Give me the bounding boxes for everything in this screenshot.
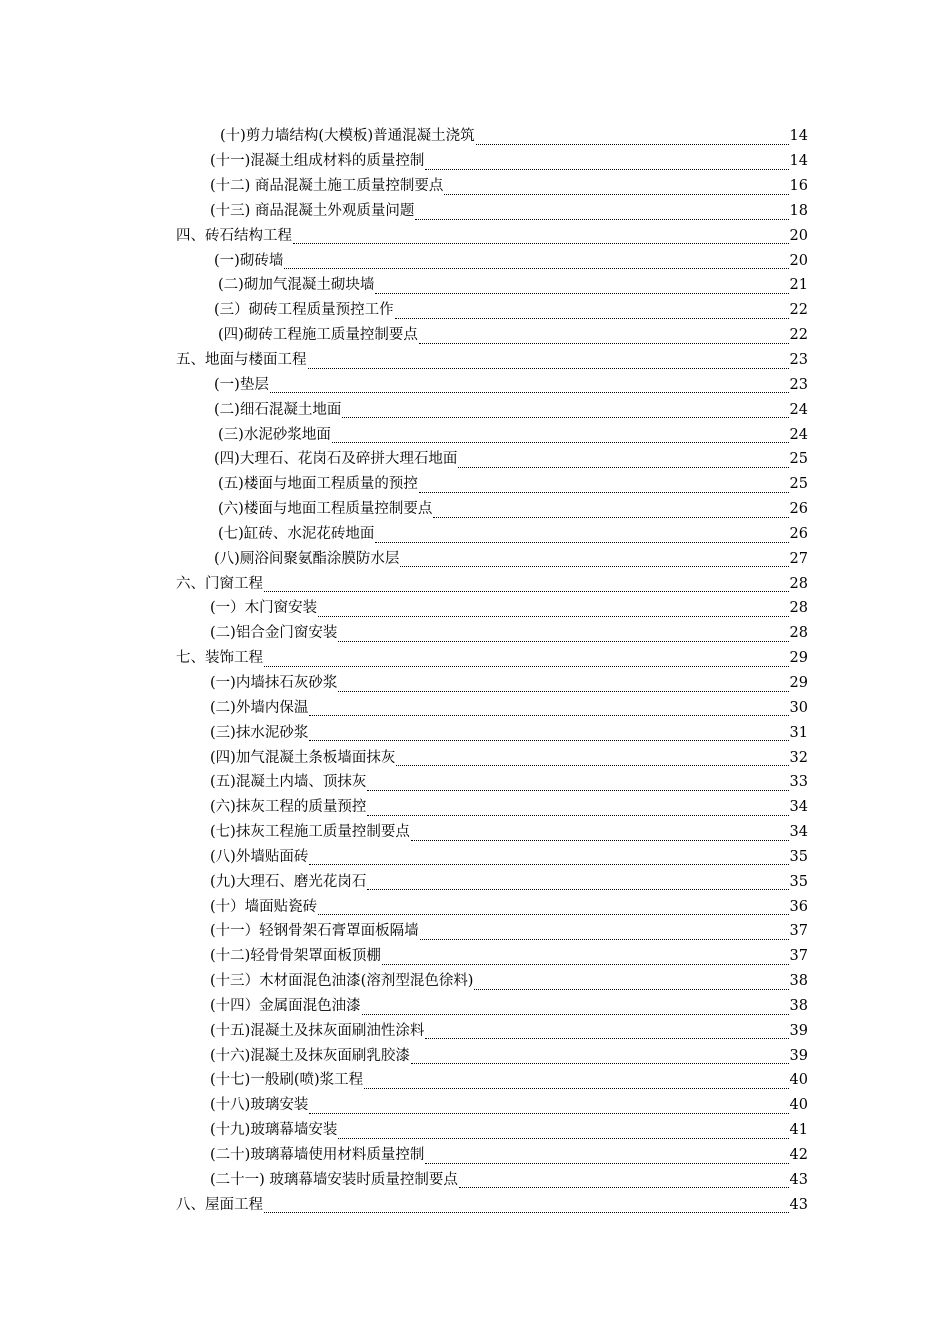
toc-entry[interactable] — [0, 621, 950, 646]
toc-dot-leader — [400, 560, 805, 567]
toc-entry-title: (十九)玻璃幕墙安装 — [210, 1122, 338, 1139]
toc-entry[interactable] — [0, 149, 950, 174]
toc-entry[interactable] — [0, 273, 950, 298]
toc-entry-title: 六、门窗工程 — [176, 575, 263, 592]
toc-entry-page-number: 28 — [789, 625, 808, 642]
toc-entry[interactable] — [0, 1043, 950, 1068]
toc-entry-page-number: 29 — [789, 674, 808, 691]
toc-entry-title: (二)铝合金门窗安装 — [210, 625, 338, 642]
toc-dot-leader — [375, 536, 805, 543]
toc-entry-title: (十)剪力墙结构(大模板)普通混凝土浇筑 — [220, 128, 475, 145]
toc-entry[interactable] — [0, 944, 950, 969]
toc-entry[interactable] — [0, 422, 950, 447]
toc-dot-leader — [293, 237, 805, 244]
toc-entry[interactable] — [0, 248, 950, 273]
toc-entry-title: (七)缸砖、水泥花砖地面 — [218, 525, 375, 542]
toc-entry-page-number: 22 — [789, 327, 808, 344]
toc-entry-title: (八)厕浴间聚氨酯涂膜防水层 — [214, 550, 400, 567]
toc-dot-leader — [367, 784, 805, 791]
toc-dot-leader — [425, 1032, 805, 1039]
toc-dot-leader — [270, 386, 805, 393]
toc-dot-leader — [264, 660, 805, 667]
toc-entry-page-number: 25 — [789, 451, 808, 468]
toc-entry-page-number: 39 — [789, 1047, 808, 1064]
toc-entry-page-number: 26 — [789, 501, 808, 518]
toc-entry-page-number: 34 — [789, 824, 808, 841]
toc-entry-page-number: 38 — [789, 973, 808, 990]
toc-entry[interactable] — [0, 894, 950, 919]
toc-entry[interactable] — [0, 994, 950, 1019]
toc-entry-title: (十一)混凝土组成材料的质量控制 — [210, 153, 425, 170]
toc-entry-page-number: 40 — [789, 1072, 808, 1089]
toc-entry-title: (十二) 商品混凝土施工质量控制要点 — [210, 178, 444, 195]
toc-dot-leader — [338, 635, 805, 642]
toc-entry-page-number: 37 — [789, 948, 808, 965]
toc-entry-title: (十）墙面贴瓷砖 — [210, 898, 318, 915]
toc-dot-leader — [395, 312, 805, 319]
toc-entry-title: (三）砌砖工程质量预控工作 — [214, 302, 394, 319]
toc-entry-page-number: 29 — [789, 650, 808, 667]
toc-entry-page-number: 24 — [789, 426, 808, 443]
toc-dot-leader — [318, 610, 805, 617]
toc-entry-page-number: 25 — [789, 476, 808, 493]
toc-entry-page-number: 26 — [789, 525, 808, 542]
toc-entry-title: (二)细石混凝土地面 — [214, 401, 342, 418]
toc-entry-title: (五)楼面与地面工程质量的预控 — [218, 476, 418, 493]
toc-dot-leader — [396, 759, 805, 766]
toc-entry[interactable] — [0, 546, 950, 571]
toc-entry-title: 八、屋面工程 — [176, 1196, 263, 1213]
toc-entry[interactable] — [0, 820, 950, 845]
toc-dot-leader — [338, 1132, 805, 1139]
toc-dot-leader — [375, 287, 805, 294]
toc-entry-title: (一)垫层 — [214, 376, 269, 393]
toc-entry[interactable] — [0, 522, 950, 547]
toc-entry[interactable] — [0, 223, 950, 248]
toc-entry[interactable] — [0, 969, 950, 994]
toc-entry-page-number: 33 — [789, 774, 808, 791]
toc-dot-leader — [364, 1082, 805, 1089]
toc-entry-title: (三)水泥砂浆地面 — [218, 426, 331, 443]
toc-entry-page-number: 20 — [789, 252, 808, 269]
toc-entry[interactable] — [0, 372, 950, 397]
toc-entry-title: (五)混凝土内墙、顶抹灰 — [210, 774, 367, 791]
toc-entry[interactable] — [0, 124, 950, 149]
toc-entry[interactable] — [0, 1192, 950, 1217]
toc-entry-title: (十四）金属面混色油漆 — [210, 997, 361, 1014]
toc-dot-leader — [308, 362, 806, 369]
toc-entry-page-number: 20 — [789, 227, 808, 244]
toc-entry[interactable] — [0, 671, 950, 696]
toc-entry-page-number: 43 — [789, 1171, 808, 1188]
toc-dot-leader — [284, 262, 805, 269]
toc-entry-page-number: 14 — [789, 153, 808, 170]
toc-entry[interactable] — [0, 1018, 950, 1043]
toc-entry-page-number: 39 — [789, 1022, 808, 1039]
toc-dot-leader — [264, 585, 805, 592]
toc-dot-leader — [382, 958, 805, 965]
toc-dot-leader — [338, 685, 805, 692]
toc-entry-title: (二)外墙内保温 — [210, 699, 309, 716]
toc-entry-page-number: 41 — [789, 1122, 808, 1139]
toc-entry-title: (十三）木材面混色油漆(溶剂型混色徐料) — [210, 973, 474, 990]
toc-dot-leader — [458, 461, 805, 468]
toc-entry[interactable] — [0, 472, 950, 497]
toc-entry-title: (十六)混凝土及抹灰面刷乳胶漆 — [210, 1047, 410, 1064]
toc-entry[interactable] — [0, 770, 950, 795]
toc-entry-title: (四)大理石、花岗石及碎拼大理石地面 — [214, 451, 458, 468]
toc-dot-leader — [476, 138, 805, 145]
toc-entry-page-number: 24 — [789, 401, 808, 418]
toc-entry-title: (一）木门窗安装 — [210, 600, 318, 617]
toc-dot-leader — [425, 1157, 805, 1164]
toc-entry[interactable] — [0, 1118, 950, 1143]
toc-entry-page-number: 42 — [789, 1147, 808, 1164]
toc-entry-page-number: 43 — [789, 1196, 808, 1213]
toc-entry-page-number: 18 — [789, 202, 808, 219]
toc-entry[interactable] — [0, 795, 950, 820]
toc-entry[interactable] — [0, 695, 950, 720]
toc-entry[interactable] — [0, 323, 950, 348]
toc-dot-leader — [419, 337, 805, 344]
toc-entry-title: (二十)玻璃幕墙使用材料质量控制 — [210, 1147, 425, 1164]
toc-entry[interactable] — [0, 869, 950, 894]
toc-entry[interactable] — [0, 447, 950, 472]
toc-entry-page-number: 34 — [789, 799, 808, 816]
toc-entry[interactable] — [0, 1093, 950, 1118]
toc-entry[interactable] — [0, 571, 950, 596]
toc-entry-title: (三)抹水泥砂浆 — [210, 724, 309, 741]
toc-entry-title: (二)砌加气混凝土砌块墙 — [218, 277, 375, 294]
toc-entry-title: (十一）轻钢骨架石膏罩面板隔墙 — [210, 923, 419, 940]
toc-entry-title: (十七)一般刷(喷)浆工程 — [210, 1072, 364, 1089]
toc-entry-title: (十八)玻璃安装 — [210, 1097, 309, 1114]
toc-dot-leader — [264, 1206, 805, 1213]
toc-dot-leader — [342, 411, 805, 418]
toc-dot-leader — [309, 734, 805, 741]
toc-entry-page-number: 32 — [789, 749, 808, 766]
toc-entry[interactable] — [0, 1143, 950, 1168]
toc-entry-page-number: 16 — [789, 178, 808, 195]
toc-entry[interactable] — [0, 397, 950, 422]
toc-entry-page-number: 36 — [789, 898, 808, 915]
table-of-contents — [0, 124, 950, 1217]
toc-entry-page-number: 22 — [789, 302, 808, 319]
toc-entry[interactable] — [0, 720, 950, 745]
toc-dot-leader — [474, 983, 805, 990]
toc-dot-leader — [332, 436, 805, 443]
toc-dot-leader — [415, 213, 805, 220]
toc-dot-leader — [419, 486, 805, 493]
toc-dot-leader — [411, 1057, 805, 1064]
toc-entry[interactable] — [0, 1167, 950, 1192]
toc-dot-leader — [362, 1008, 805, 1015]
toc-dot-leader — [411, 834, 805, 841]
toc-entry-title: 四、砖石结构工程 — [176, 227, 292, 244]
toc-entry[interactable] — [0, 919, 950, 944]
toc-entry-page-number: 35 — [789, 848, 808, 865]
toc-entry-title: 五、地面与楼面工程 — [176, 352, 307, 369]
toc-entry-title: (六)抹灰工程的质量预控 — [210, 799, 367, 816]
toc-dot-leader — [459, 1181, 805, 1188]
toc-entry-page-number: 23 — [789, 352, 808, 369]
toc-dot-leader — [367, 883, 805, 890]
toc-entry-page-number: 23 — [789, 376, 808, 393]
toc-dot-leader — [309, 858, 805, 865]
toc-entry-title: (十五)混凝土及抹灰面刷油性涂料 — [210, 1022, 425, 1039]
toc-entry-title: (八)外墙贴面砖 — [210, 848, 309, 865]
toc-entry-page-number: 38 — [789, 997, 808, 1014]
toc-dot-leader — [433, 511, 805, 518]
toc-entry-title: (七)抹灰工程施工质量控制要点 — [210, 824, 410, 841]
toc-entry-page-number: 21 — [789, 277, 808, 294]
toc-entry[interactable] — [0, 596, 950, 621]
toc-entry-title: (六)楼面与地面工程质量控制要点 — [218, 501, 433, 518]
toc-entry-page-number: 28 — [789, 575, 808, 592]
toc-entry-title: (一)内墙抹石灰砂浆 — [210, 674, 338, 691]
toc-entry[interactable] — [0, 646, 950, 671]
toc-entry-page-number: 27 — [789, 550, 808, 567]
toc-entry[interactable] — [0, 844, 950, 869]
toc-entry[interactable] — [0, 745, 950, 770]
toc-entry[interactable] — [0, 348, 950, 373]
toc-entry-page-number: 31 — [789, 724, 808, 741]
toc-entry-title: (四)砌砖工程施工质量控制要点 — [218, 327, 418, 344]
toc-entry-title: (一)砌砖墙 — [214, 252, 284, 269]
toc-dot-leader — [444, 188, 805, 195]
toc-entry[interactable] — [0, 497, 950, 522]
toc-entry-page-number: 14 — [789, 128, 808, 145]
toc-entry[interactable] — [0, 199, 950, 224]
toc-entry-title: (九)大理石、磨光花岗石 — [210, 873, 367, 890]
toc-entry-title: (十三) 商品混凝土外观质量问题 — [210, 202, 415, 219]
toc-entry-page-number: 37 — [789, 923, 808, 940]
toc-dot-leader — [420, 933, 805, 940]
toc-dot-leader — [425, 163, 805, 170]
toc-entry-title: (十二)轻骨骨架罩面板顶棚 — [210, 948, 381, 965]
toc-dot-leader — [309, 1107, 805, 1114]
toc-entry[interactable] — [0, 174, 950, 199]
toc-entry-title: (四)加气混凝土条板墙面抹灰 — [210, 749, 396, 766]
toc-entry-title: 七、装饰工程 — [176, 650, 263, 667]
toc-entry-page-number: 28 — [789, 600, 808, 617]
toc-entry[interactable] — [0, 298, 950, 323]
toc-entry-page-number: 40 — [789, 1097, 808, 1114]
toc-entry[interactable] — [0, 1068, 950, 1093]
toc-dot-leader — [309, 709, 805, 716]
toc-dot-leader — [318, 908, 805, 915]
toc-entry-page-number: 35 — [789, 873, 808, 890]
toc-entry-page-number: 30 — [789, 699, 808, 716]
toc-entry-title: (二十一) 玻璃幕墙安装时质量控制要点 — [210, 1171, 458, 1188]
toc-dot-leader — [367, 809, 805, 816]
